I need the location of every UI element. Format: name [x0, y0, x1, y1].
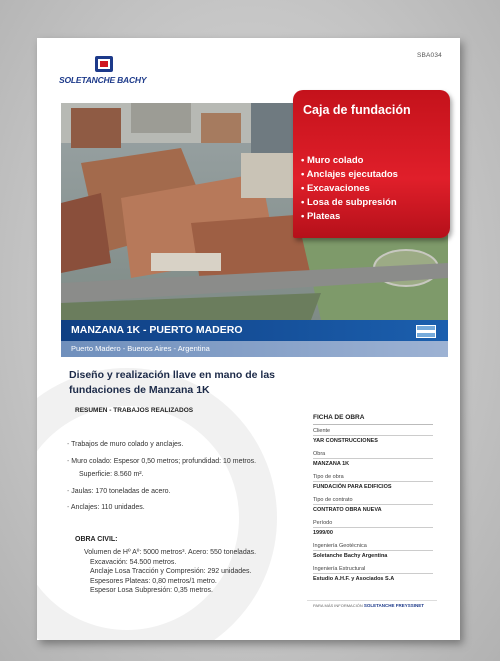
callout-title: Caja de fundación: [303, 103, 411, 117]
obra-civil-title: OBRA CIVIL:: [75, 536, 118, 543]
project-sheet: [313, 414, 433, 582]
headline: [69, 368, 369, 398]
obra-civil-line: Excavación: 54.500 metros.: [90, 558, 177, 566]
obra-civil-list: [84, 548, 256, 596]
foundation-callout: [293, 90, 450, 238]
footer-text: PARA MÁS INFORMACIÓN: [313, 603, 363, 608]
ficha-value: YAR CONSTRUCCIONES: [313, 435, 433, 444]
argentina-flag-icon: [416, 325, 436, 338]
callout-item: • Plateas: [301, 210, 398, 224]
headline-line: fundaciones de Manzana 1K: [69, 384, 210, 396]
ficha-value: CONTRATO OBRA NUEVA: [313, 504, 433, 513]
project-banner: [61, 320, 448, 357]
ficha-label: Tipo de contrato: [313, 497, 353, 503]
ficha-label: Período: [313, 520, 333, 526]
summary-title: RESUMEN - TRABAJOS REALIZADOS: [75, 407, 194, 414]
ficha-label: Ingeniería Geotécnica: [313, 543, 367, 549]
ficha-value: FUNDACIÓN PARA EDIFICIOS: [313, 481, 433, 490]
obra-civil-line: Espesores Plateas: 0,80 metros/1 metro.: [90, 577, 217, 585]
callout-list: [301, 154, 398, 224]
ficha-value: Estudio A.H.F. y Asociados S.A: [313, 573, 433, 582]
ficha-value: MANZANA 1K: [313, 458, 433, 467]
ficha-row: [313, 520, 433, 536]
project-title: MANZANA 1K - PUERTO MADERO: [71, 324, 243, 336]
footer-divider: [307, 600, 437, 601]
summary-item: Superficie: 8.560 m².: [79, 471, 144, 478]
ficha-value: 1999/00: [313, 527, 433, 536]
footer: [313, 603, 424, 608]
document-code: SBA034: [416, 52, 442, 59]
logo-wordmark: SOLETANCHE BACHY: [59, 75, 147, 85]
ficha-value: Soletanche Bachy Argentina: [313, 550, 433, 559]
callout-item: • Excavaciones: [301, 182, 398, 196]
headline-line: Diseño y realización llave en mano de las: [69, 369, 276, 381]
ficha-row: [313, 566, 433, 582]
logo-mark-icon: [95, 56, 113, 72]
project-location: Puerto Madero - Buenos Aires - Argentina: [71, 344, 210, 353]
ficha-row: [313, 428, 433, 444]
ficha-label: Ingeniería Estructural: [313, 566, 366, 572]
ficha-row: [313, 474, 433, 490]
ficha-label: Obra: [313, 451, 326, 457]
footer-brand: SOLETANCHE FREYSSINET: [363, 603, 425, 608]
summary-item: - Muro colado: Espesor 0,50 metros; profundidad: 10 metros.: [67, 458, 256, 465]
document-sheet: [37, 38, 460, 640]
callout-item: • Anclajes ejecutados: [301, 168, 398, 182]
soletanche-bachy-logo: [57, 56, 167, 92]
ficha-label: Cliente: [313, 428, 331, 434]
ficha-row: [313, 543, 433, 559]
ficha-row: [313, 497, 433, 513]
ficha-title: FICHA DE OBRA: [313, 414, 433, 425]
callout-item: • Losa de subpresión: [301, 196, 398, 210]
obra-civil-line: Espesor Losa Subpresión: 0,35 metros.: [90, 587, 213, 595]
summary-item: - Trabajos de muro colado y anclajes.: [67, 441, 183, 448]
summary-item: - Jaulas: 170 toneladas de acero.: [67, 488, 171, 495]
ficha-label: Tipo de obra: [313, 474, 344, 480]
obra-civil-line: Volumen de Hº Aº: 5000 metros³. Acero: 550 toneladas.: [84, 549, 257, 556]
obra-civil-line: Anclaje Losa Tracción y Compresión: 292 unidades.: [90, 568, 252, 576]
ficha-row: [313, 451, 433, 467]
callout-item: • Muro colado: [301, 154, 398, 168]
summary-item: - Anclajes: 110 unidades.: [67, 504, 145, 511]
